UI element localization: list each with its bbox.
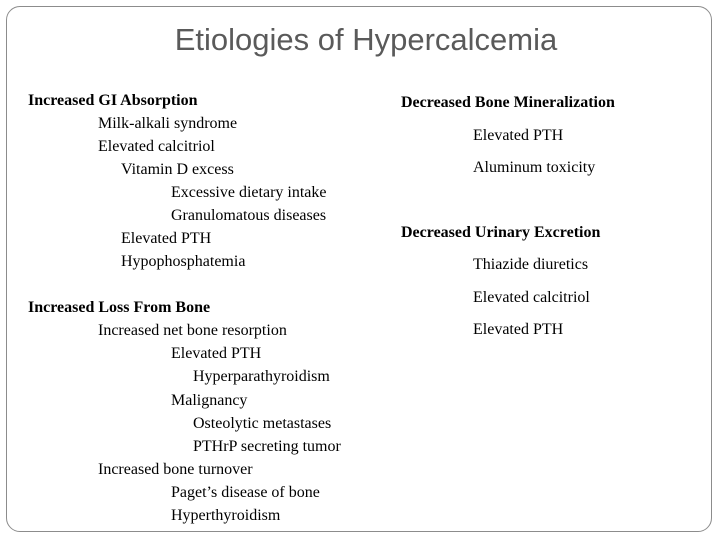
left-item: Excessive dietary intake — [171, 184, 327, 201]
left-item: Granulomatous diseases — [171, 207, 327, 224]
left-item: Elevated PTH — [121, 230, 212, 247]
right-item: Thiazide diuretics — [473, 256, 589, 273]
left-item: Increased bone turnover — [98, 461, 253, 478]
left-item: Elevated PTH — [171, 345, 262, 362]
left-item: PTHrP secreting tumor — [193, 438, 341, 455]
left-item: Hyperthyroidism — [171, 507, 281, 524]
left-heading-gi-absorption: Increased GI Absorption — [28, 92, 198, 109]
right-heading-urinary-excretion: Decreased Urinary Excretion — [401, 224, 601, 241]
left-item: Hypophosphatemia — [121, 253, 246, 270]
left-item: Malignancy — [171, 392, 248, 409]
slide-title: Etiologies of Hypercalcemia — [174, 22, 558, 57]
left-item: Elevated calcitriol — [98, 138, 215, 155]
left-item: Paget’s disease of bone — [171, 484, 320, 501]
right-heading-bone-mineralization: Decreased Bone Mineralization — [401, 94, 615, 111]
right-item: Elevated calcitriol — [473, 289, 590, 306]
left-heading-loss-from-bone: Increased Loss From Bone — [28, 299, 211, 316]
slide-frame — [6, 6, 712, 532]
left-item: Increased net bone resorption — [98, 322, 287, 339]
right-item: Aluminum toxicity — [473, 159, 596, 176]
left-item: Vitamin D excess — [121, 161, 234, 178]
left-item: Osteolytic metastases — [193, 415, 332, 432]
right-item: Elevated PTH — [473, 321, 564, 338]
right-item: Elevated PTH — [473, 127, 564, 144]
left-item: Hyperparathyroidism — [193, 368, 330, 385]
left-item: Milk-alkali syndrome — [98, 115, 238, 132]
